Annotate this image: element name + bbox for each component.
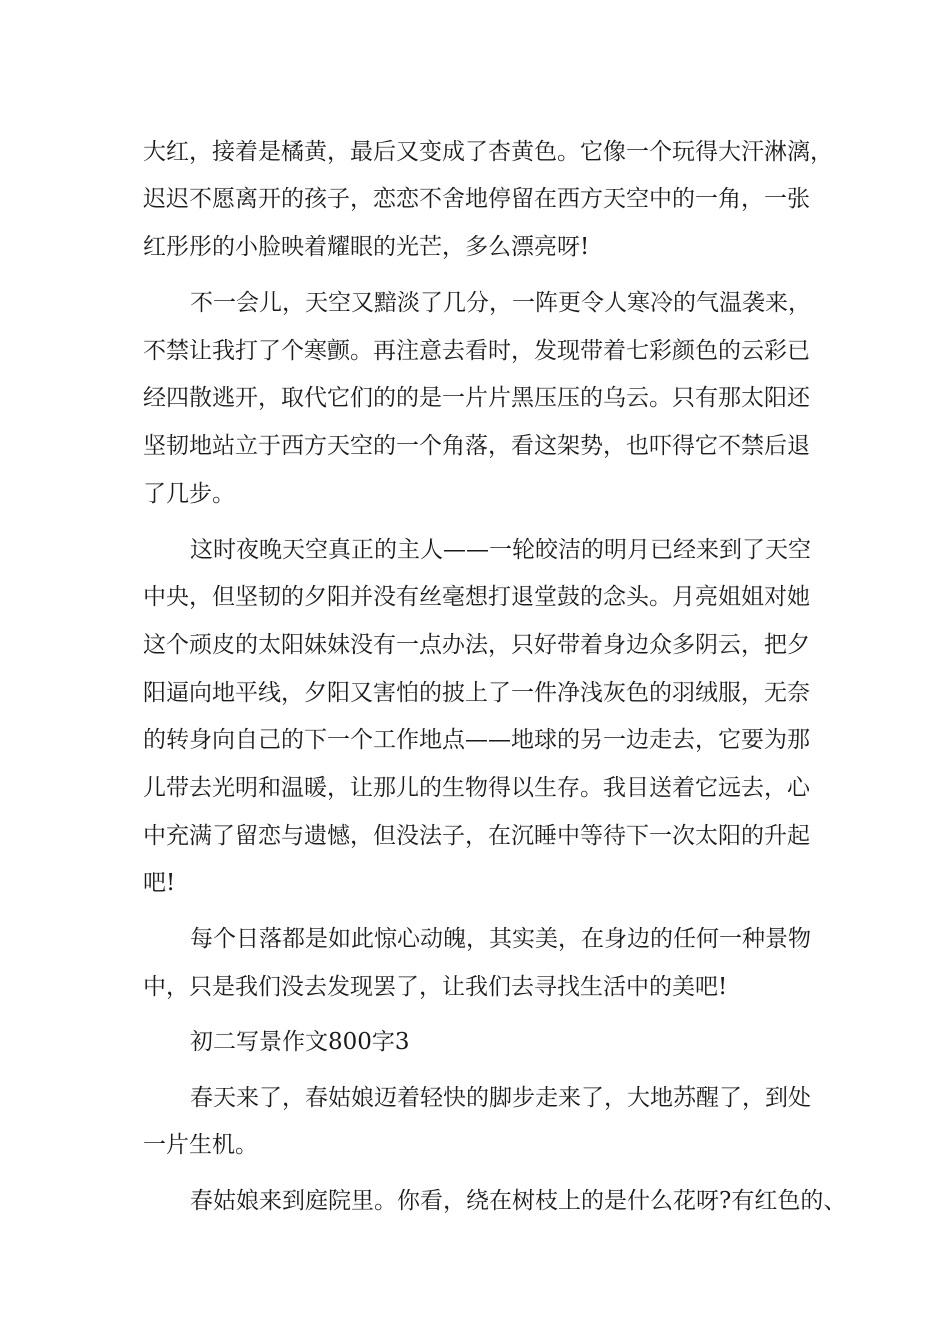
text-line: 了几步。	[143, 481, 235, 507]
text-line: 经四散逃开，取代它们的的是一片片黑压压的乌云。只有那太阳还	[143, 385, 810, 411]
text-line: 红彤彤的小脸映着耀眼的光芒，多么漂亮呀!	[143, 234, 590, 260]
text-line: 中，只是我们没去发现罢了，让我们去寻找生活中的美吧!	[143, 974, 728, 1000]
section-heading: 初二写景作文800字3	[190, 1029, 410, 1055]
text-line: 不禁让我打了个寒颤。再注意去看时，发现带着七彩颜色的云彩已	[143, 338, 810, 364]
text-line: 的转身向自己的下一个工作地点——地球的另一边走去，它要为那	[143, 727, 810, 753]
text-line: 坚韧地站立于西方天空的一个角落，看这架势，也吓得它不禁后退	[143, 433, 810, 459]
text-line: 这个顽皮的太阳妹妹没有一点办法，只好带着身边众多阴云，把夕	[143, 632, 810, 658]
text-line: 中充满了留恋与遗憾，但没法子，在沉睡中等待下一次太阳的升起	[143, 823, 810, 849]
text-line: 儿带去光明和温暖，让那儿的生物得以生存。我目送着它远去，心	[143, 775, 810, 801]
text-line: 春天来了，春姑娘迈着轻快的脚步走来了，大地苏醒了，到处	[190, 1085, 811, 1111]
text-line: 这时夜晚天空真正的主人——一轮皎洁的明月已经来到了天空	[190, 537, 811, 563]
text-line: 迟迟不愿离开的孩子，恋恋不舍地停留在西方天空中的一角，一张	[143, 186, 810, 212]
text-line: 一片生机。	[143, 1132, 258, 1158]
text-line: 不一会儿，天空又黯淡了几分，一阵更令人寒冷的气温袭来，	[190, 290, 811, 316]
text-line: 中央，但坚韧的夕阳并没有丝毫想打退堂鼓的念头。月亮姐姐对她	[143, 584, 810, 610]
text-line: 阳逼向地平线，夕阳又害怕的披上了一件净浅灰色的羽绒服，无奈	[143, 680, 810, 706]
text-line: 吧!	[143, 870, 176, 896]
text-line: 每个日落都是如此惊心动魄，其实美，在身边的任何一种景物	[190, 926, 811, 952]
text-line: 春姑娘来到庭院里。你看，绕在树枝上的是什么花呀?有红色的、	[190, 1188, 847, 1214]
text-line: 大红，接着是橘黄，最后又变成了杏黄色。它像一个玩得大汗淋漓，	[143, 139, 833, 165]
